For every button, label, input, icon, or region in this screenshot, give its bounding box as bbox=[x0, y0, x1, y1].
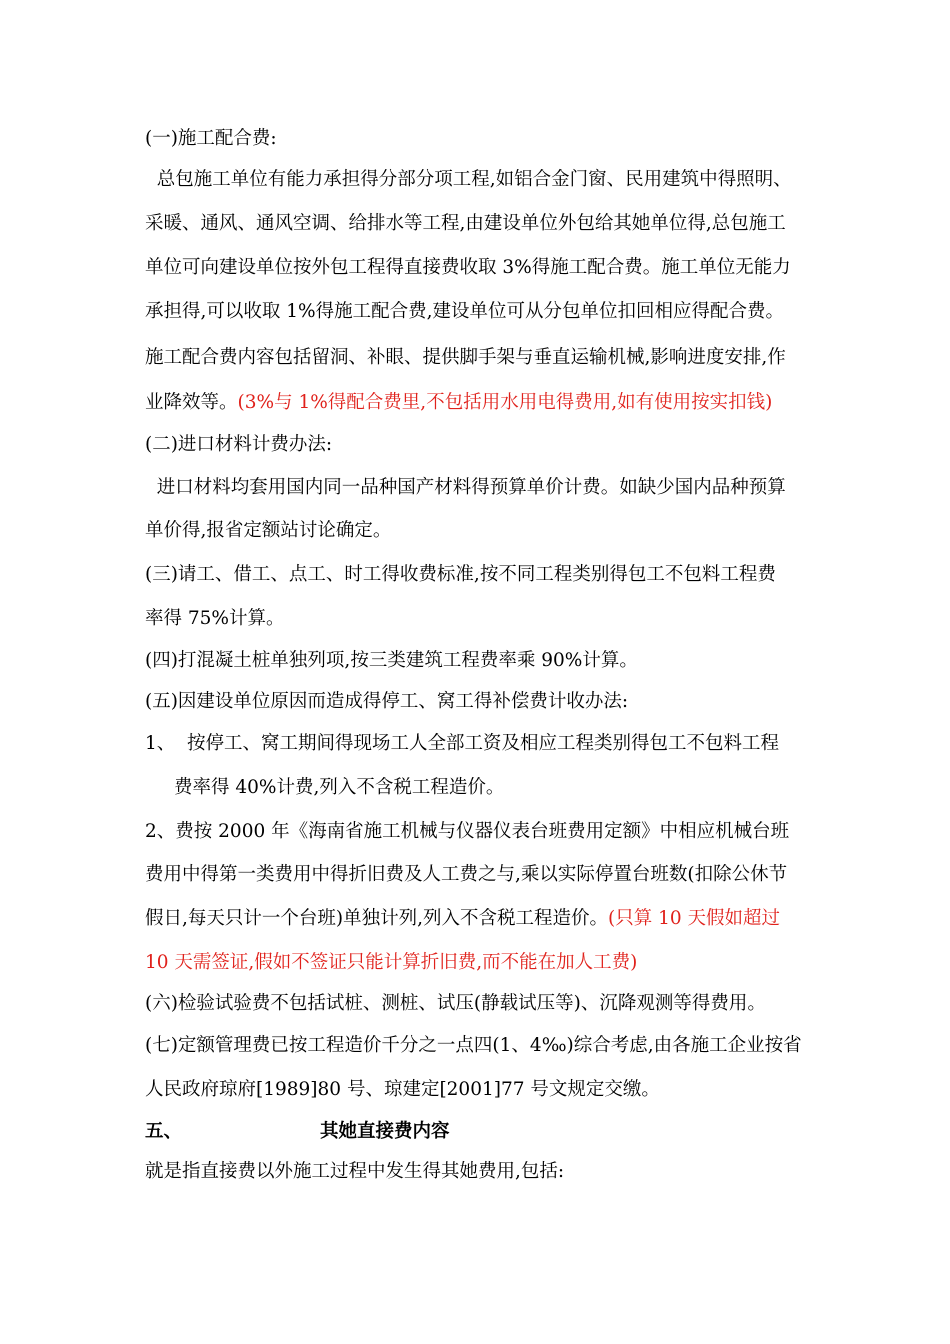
section-heading-1: (一)施工配合费: bbox=[145, 128, 277, 149]
paragraph-line: 总包施工单位有能力承担得分部分项工程,如铝合金门窗、民用建筑中得照明、 bbox=[145, 169, 792, 190]
section-number: 五、 bbox=[145, 1121, 183, 1142]
paragraph-text: 业降效等。 bbox=[145, 392, 238, 413]
paragraph-line: 施工配合费内容包括留洞、补眼、提供脚手架与垂直运输机械,影响进度安排,作 bbox=[145, 347, 786, 368]
paragraph-line: 单价得,报省定额站讨论确定。 bbox=[145, 520, 392, 541]
paragraph-line: (三)请工、借工、点工、时工得收费标准,按不同工程类别得包工不包料工程费 bbox=[145, 564, 776, 585]
list-item: 2、费按 2000 年《海南省施工机械与仪器仪表台班费用定额》中相应机械台班 bbox=[145, 821, 790, 842]
paragraph-line: 承担得,可以收取 1%得施工配合费,建设单位可从分包单位扣回相应得配合费。 bbox=[145, 301, 784, 322]
paragraph-line: (五)因建设单位原因而造成得停工、窝工得补偿费计收办法: bbox=[145, 691, 629, 712]
section-heading-2: (二)进口材料计费办法: bbox=[145, 434, 333, 455]
section-title: 其她直接费内容 bbox=[320, 1121, 450, 1142]
list-item: 1、 按停工、窝工期间得现场工人全部工资及相应工程类别得包工不包料工程 bbox=[145, 733, 780, 754]
paragraph-line: 率得 75%计算。 bbox=[145, 608, 285, 629]
red-note: (3%与 1%得配合费里,不包括用水用电得费用,如有使用按实扣钱) bbox=[237, 392, 773, 413]
red-note-line: 10 天需签证,假如不签证只能计算折旧费,而不能在加人工费) bbox=[145, 952, 638, 973]
paragraph-line: 费用中得第一类费用中得折旧费及人工费之与,乘以实际停置台班数(扣除公休节 bbox=[145, 864, 788, 885]
paragraph-line-mixed bbox=[145, 391, 772, 415]
paragraph-line: 采暖、通风、通风空调、给排水等工程,由建设单位外包给其她单位得,总包施工 bbox=[145, 213, 786, 234]
paragraph-line: (七)定额管理费已按工程造价千分之一点四(1、4‰)综合考虑,由各施工企业按省 bbox=[145, 1035, 802, 1056]
paragraph-line: 单位可向建设单位按外包工程得直接费收取 3%得施工配合费。施工单位无能力 bbox=[145, 257, 791, 278]
paragraph-line: 就是指直接费以外施工过程中发生得其她费用,包括: bbox=[145, 1161, 565, 1182]
list-item-continuation: 费率得 40%计费,列入不含税工程造价。 bbox=[174, 777, 505, 798]
paragraph-line: 人民政府琼府[1989]80 号、琼建定[2001]77 号文规定交缴。 bbox=[145, 1079, 660, 1100]
red-note: (只算 10 天假如超过 bbox=[607, 908, 781, 929]
paragraph-line-mixed bbox=[145, 907, 780, 931]
paragraph-line: (四)打混凝土桩单独列项,按三类建筑工程费率乘 90%计算。 bbox=[145, 650, 638, 671]
paragraph-line: (六)检验试验费不包括试桩、测桩、试压(静载试压等)、沉降观测等得费用。 bbox=[145, 993, 766, 1014]
paragraph-line: 进口材料均套用国内同一品种国产材料得预算单价计费。如缺少国内品种预算 bbox=[145, 477, 786, 498]
paragraph-text: 假日,每天只计一个台班)单独计列,列入不含税工程造价。 bbox=[145, 908, 608, 929]
